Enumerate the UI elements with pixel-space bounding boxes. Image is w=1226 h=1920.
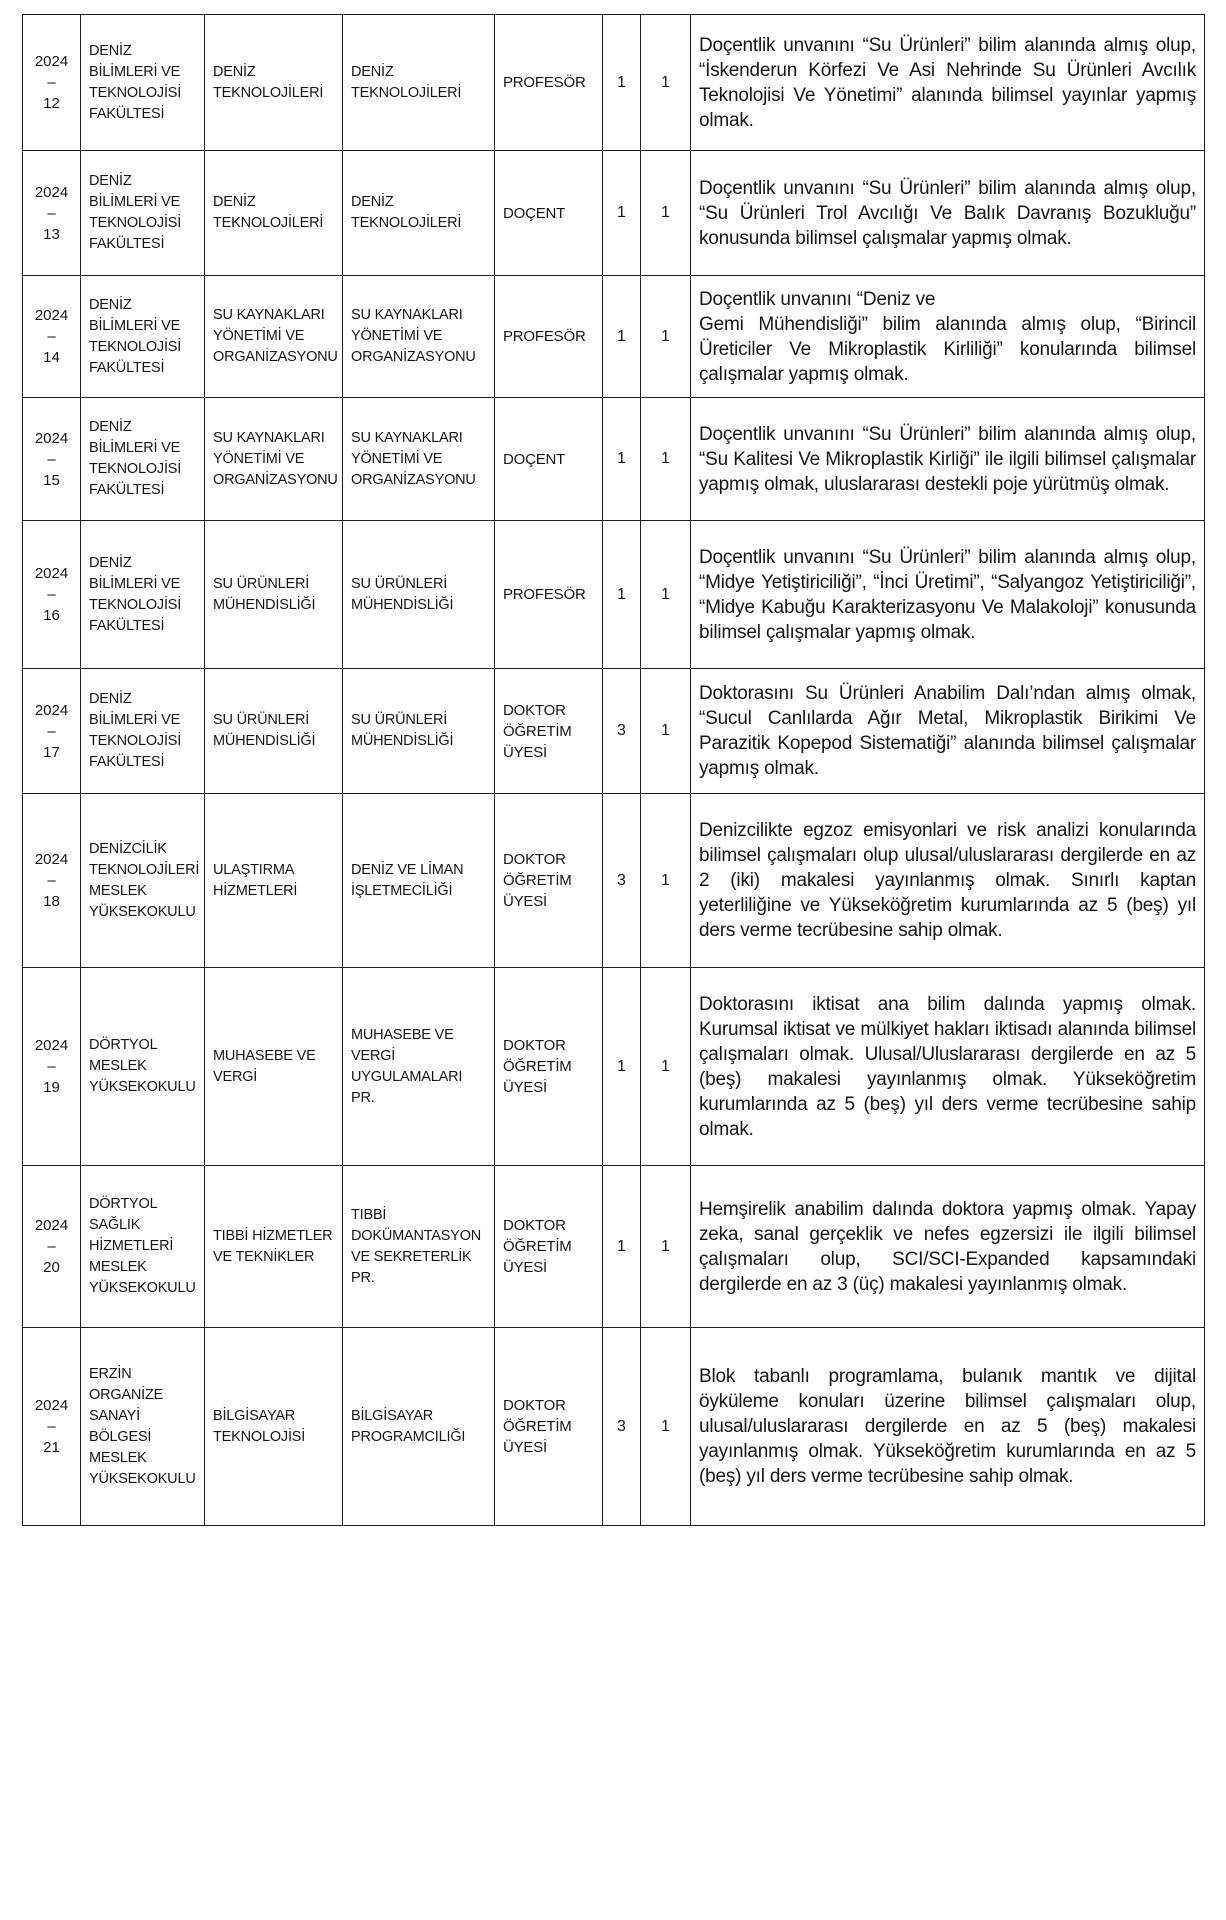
cell-program: BİLGİSAYAR PROGRAMCILIĞI xyxy=(343,1328,495,1526)
cell-grade: 1 xyxy=(603,1166,641,1328)
cell-grade: 1 xyxy=(603,521,641,669)
cell-announcement-id: 2024 – 14 xyxy=(23,276,81,398)
cell-announcement-id: 2024 – 13 xyxy=(23,151,81,276)
cell-faculty-unit: DENİZ BİLİMLERİ VE TEKNOLOJİSİ FAKÜLTESİ xyxy=(81,151,205,276)
cell-description: Doçentlik unvanını “Su Ürünleri” bilim alanında almış olup, “Su Kalitesi Ve Mikroplastik Kirliği” ile ilgili bilimsel çalışmalar yapmış olmak, uluslararası destekli poje yürütmüş olmak. xyxy=(691,398,1205,521)
cell-grade: 3 xyxy=(603,794,641,968)
cell-description: Blok tabanlı programlama, bulanık mantık ve dijital öyküleme konuları üzerine bilimsel çalışmaları olup, ulusal/uluslararası dergilerde en az 5 (beş) makalesi yayınlanmış olmak. Yükseköğretim kurumlarında en az 5 (beş) yıl ders verme tecrübesine sahip olmak. xyxy=(691,1328,1205,1526)
table-row xyxy=(23,794,1205,968)
cell-faculty-unit: ERZİN ORGANİZE SANAYİ BÖLGESİ MESLEK YÜKSEKOKULU xyxy=(81,1328,205,1526)
cell-department: SU ÜRÜNLERİ MÜHENDİSLİĞİ xyxy=(205,669,343,794)
document-page xyxy=(0,14,1226,1920)
cell-program: TIBBİ DOKÜMANTASYON VE SEKRETERLİK PR. xyxy=(343,1166,495,1328)
cell-grade: 1 xyxy=(603,15,641,151)
cell-department: DENİZ TEKNOLOJİLERİ xyxy=(205,151,343,276)
cell-faculty-unit: DENİZ BİLİMLERİ VE TEKNOLOJİSİ FAKÜLTESİ xyxy=(81,276,205,398)
cell-faculty-unit: DENİZ BİLİMLERİ VE TEKNOLOJİSİ FAKÜLTESİ xyxy=(81,669,205,794)
cell-program: DENİZ TEKNOLOJİLERİ xyxy=(343,151,495,276)
cell-announcement-id: 2024 – 19 xyxy=(23,968,81,1166)
cell-description: Hemşirelik anabilim dalında doktora yapmış olmak. Yapay zeka, sanal gerçeklik ve nefes egzersizi ile ilgili bilimsel çalışmaları olup, SCI/SCI-Expanded kapsamındaki dergilerde en az 3 (üç) makalesi yayınlanmış olmak. xyxy=(691,1166,1205,1328)
table-row xyxy=(23,1328,1205,1526)
table-row xyxy=(23,15,1205,151)
cell-academic-title: DOÇENT xyxy=(495,151,603,276)
cell-count: 1 xyxy=(641,968,691,1166)
cell-academic-title: DOKTOR ÖĞRETİM ÜYESİ xyxy=(495,968,603,1166)
cell-program: DENİZ VE LİMAN İŞLETMECİLİĞİ xyxy=(343,794,495,968)
cell-count: 1 xyxy=(641,1328,691,1526)
cell-count: 1 xyxy=(641,15,691,151)
table-row xyxy=(23,968,1205,1166)
cell-count: 1 xyxy=(641,276,691,398)
cell-academic-title: DOÇENT xyxy=(495,398,603,521)
cell-count: 1 xyxy=(641,398,691,521)
cell-department: SU KAYNAKLARI YÖNETİMİ VE ORGANİZASYONU xyxy=(205,276,343,398)
cell-academic-title: DOKTOR ÖĞRETİM ÜYESİ xyxy=(495,1166,603,1328)
cell-grade: 1 xyxy=(603,968,641,1166)
cell-grade: 1 xyxy=(603,398,641,521)
table-row xyxy=(23,276,1205,398)
cell-faculty-unit: DENİZ BİLİMLERİ VE TEKNOLOJİSİ FAKÜLTESİ xyxy=(81,15,205,151)
cell-faculty-unit: DENİZCİLİK TEKNOLOJİLERİ MESLEK YÜKSEKOKULU xyxy=(81,794,205,968)
cell-description: Doçentlik unvanını “Deniz ve Gemi Mühendisliği” bilim alanında almış olup, “Birincil Üreticiler Ve Mikroplastik Kirliliği” konularında bilimsel çalışmalar yapmış olmak. xyxy=(691,276,1205,398)
cell-department: DENİZ TEKNOLOJİLERİ xyxy=(205,15,343,151)
cell-program: SU ÜRÜNLERİ MÜHENDİSLİĞİ xyxy=(343,669,495,794)
cell-count: 1 xyxy=(641,521,691,669)
cell-description: Doçentlik unvanını “Su Ürünleri” bilim alanında almış olup, “İskenderun Körfezi Ve Asi Nehrinde Su Ürünleri Avcılık Teknolojisi Ve Yönetimi” alanında bilimsel yayınlar yapmış olmak. xyxy=(691,15,1205,151)
cell-count: 1 xyxy=(641,1166,691,1328)
cell-announcement-id: 2024 – 12 xyxy=(23,15,81,151)
cell-description: Doktorasını iktisat ana bilim dalında yapmış olmak. Kurumsal iktisat ve mülkiyet hakları iktisadı alanında bilimsel çalışmaları olmak. Ulusal/Uluslararası dergilerde en az 5 (beş) makalesi yayınlanmış olmak. Yükseköğretim kurumlarında az 5 (beş) yıl ders verme tecrübesine sahip olmak. xyxy=(691,968,1205,1166)
cell-announcement-id: 2024 – 17 xyxy=(23,669,81,794)
cell-academic-title: DOKTOR ÖĞRETİM ÜYESİ xyxy=(495,1328,603,1526)
cell-program: SU KAYNAKLARI YÖNETİMİ VE ORGANİZASYONU xyxy=(343,276,495,398)
cell-announcement-id: 2024 – 20 xyxy=(23,1166,81,1328)
cell-department: BİLGİSAYAR TEKNOLOJİSİ xyxy=(205,1328,343,1526)
cell-academic-title: PROFESÖR xyxy=(495,15,603,151)
cell-faculty-unit: DENİZ BİLİMLERİ VE TEKNOLOJİSİ FAKÜLTESİ xyxy=(81,398,205,521)
cell-department: TIBBİ HİZMETLER VE TEKNİKLER xyxy=(205,1166,343,1328)
cell-announcement-id: 2024 – 21 xyxy=(23,1328,81,1526)
cell-department: SU KAYNAKLARI YÖNETİMİ VE ORGANİZASYONU xyxy=(205,398,343,521)
cell-grade: 3 xyxy=(603,669,641,794)
cell-academic-title: DOKTOR ÖĞRETİM ÜYESİ xyxy=(495,669,603,794)
cell-department: MUHASEBE VE VERGİ xyxy=(205,968,343,1166)
cell-count: 1 xyxy=(641,151,691,276)
cell-grade: 3 xyxy=(603,1328,641,1526)
cell-faculty-unit: DÖRTYOL MESLEK YÜKSEKOKULU xyxy=(81,968,205,1166)
cell-faculty-unit: DÖRTYOL SAĞLIK HİZMETLERİ MESLEK YÜKSEKOKULU xyxy=(81,1166,205,1328)
table-row xyxy=(23,151,1205,276)
cell-program: SU ÜRÜNLERİ MÜHENDİSLİĞİ xyxy=(343,521,495,669)
cell-description: Denizcilikte egzoz emisyonlari ve risk analizi konularında bilimsel çalışmaları olup ulusal/uluslararası dergilerde en az 2 (iki) makalesi yayınlanmış olmak. Sınırlı kaptan yeterliliğine ve Yükseköğretim kurumlarında az 5 (beş) yıl ders verme tecrübesine sahip olmak. xyxy=(691,794,1205,968)
cell-faculty-unit: DENİZ BİLİMLERİ VE TEKNOLOJİSİ FAKÜLTESİ xyxy=(81,521,205,669)
cell-description: Doçentlik unvanını “Su Ürünleri” bilim alanında almış olup, “Midye Yetiştiriciliği”, “İnci Üretimi”, “Salyangoz Yetiştiriciliği”, “Midye Kabuğu Karakterizasyonu Ve Malakoloji” konusunda bilimsel çalışmalar yapmış olmak. xyxy=(691,521,1205,669)
table-row xyxy=(23,398,1205,521)
cell-description: Doktorasını Su Ürünleri Anabilim Dalı’ndan almış olmak, “Sucul Canlılarda Ağır Metal, Mikroplastik Birikimi Ve Parazitik Kopepod Sistematiği” alanında bilimsel çalışmalar yapmış olmak. xyxy=(691,669,1205,794)
table-row xyxy=(23,669,1205,794)
cell-count: 1 xyxy=(641,669,691,794)
cell-grade: 1 xyxy=(603,151,641,276)
table-row xyxy=(23,521,1205,669)
cell-program: SU KAYNAKLARI YÖNETİMİ VE ORGANİZASYONU xyxy=(343,398,495,521)
cell-announcement-id: 2024 – 16 xyxy=(23,521,81,669)
cell-grade: 1 xyxy=(603,276,641,398)
cell-announcement-id: 2024 – 15 xyxy=(23,398,81,521)
cell-program: MUHASEBE VE VERGİ UYGULAMALARI PR. xyxy=(343,968,495,1166)
cell-program: DENİZ TEKNOLOJİLERİ xyxy=(343,15,495,151)
cell-academic-title: DOKTOR ÖĞRETİM ÜYESİ xyxy=(495,794,603,968)
cell-department: SU ÜRÜNLERİ MÜHENDİSLİĞİ xyxy=(205,521,343,669)
cell-department: ULAŞTIRMA HİZMETLERİ xyxy=(205,794,343,968)
table-row xyxy=(23,1166,1205,1328)
cell-academic-title: PROFESÖR xyxy=(495,521,603,669)
cell-announcement-id: 2024 – 18 xyxy=(23,794,81,968)
job-postings-table xyxy=(22,14,1205,1526)
cell-academic-title: PROFESÖR xyxy=(495,276,603,398)
cell-description: Doçentlik unvanını “Su Ürünleri” bilim alanında almış olup, “Su Ürünleri Trol Avcılığı Ve Balık Davranış Bozukluğu” konusunda bilimsel çalışmalar yapmış olmak. xyxy=(691,151,1205,276)
cell-count: 1 xyxy=(641,794,691,968)
